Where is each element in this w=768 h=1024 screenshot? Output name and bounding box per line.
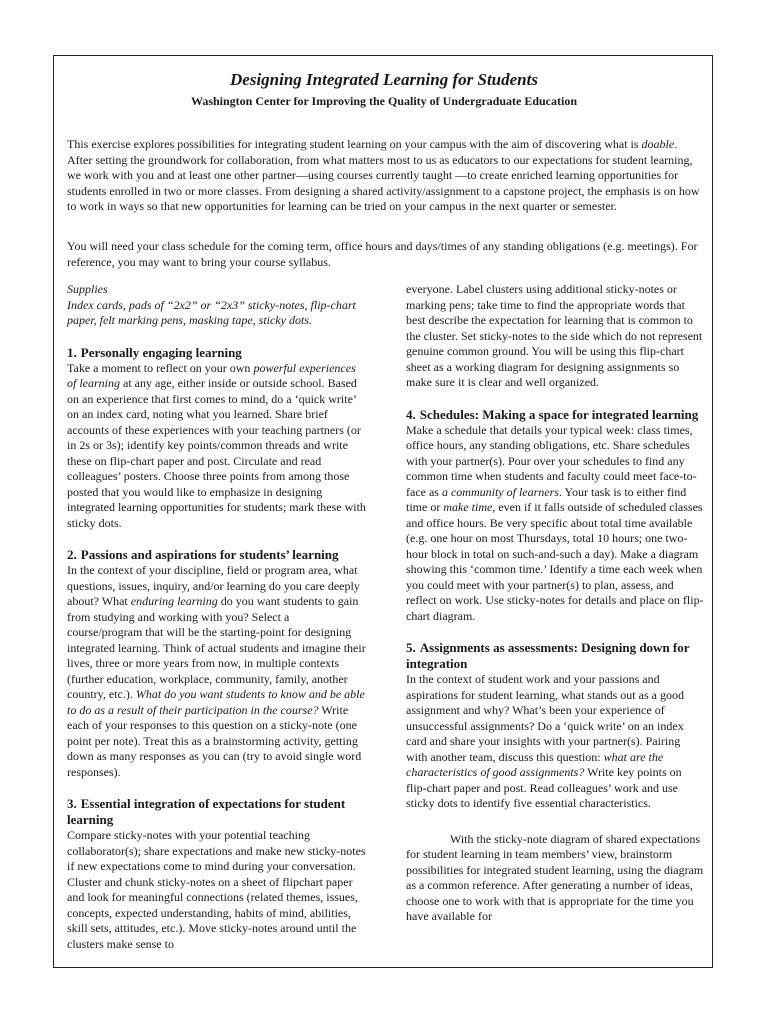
section-2-heading: 2. Passions and aspirations for students’ learning xyxy=(67,547,339,562)
intro-paragraph-1: This exercise explores possibilities for integrating student learning on your campus with the aim of discovering what is doable. After setting the groundwork for collaboration, from what matters most to us as educators to our expectations for student learning, we work with you and at least one other partner—using courses currently taught —to create enriched learning opportunities for students enrolled in two or more classes. From designing a shared activity/assignment to a capstone project, the emphasis is on how to work in ways so that new opportunities for learning can be tried on your campus in the next quarter or semester. xyxy=(67,137,700,213)
section-3-heading: 3. Essential integration of expectations for student learning xyxy=(67,796,346,827)
section-4-heading: 4. Schedules: Making a space for integrated learning xyxy=(406,406,699,422)
supplies-text: Index cards, pads of “2x2” or “2x3” sticky-notes, flip-chart paper, felt marking pens, masking tape, sticky dots. xyxy=(67,297,356,327)
section-3-body: Compare sticky-notes with your potential teaching collaborator(s); share expectations and make new sticky-notes if new expectations come to mind during your conversation. Cluster and chunk sticky-notes on a sheet of flipchart paper and look for meaningful connections (related themes, issues, concepts, expected understanding, habits of mind, abilities, skill sets, attitudes, etc.). Move sticky-notes around until the clusters make sense to xyxy=(67,828,366,951)
document-title: Designing Integrated Learning for Students xyxy=(230,70,538,89)
section-3-continued xyxy=(406,282,704,391)
section-3-body-continued: everyone. Label clusters using additional sticky-notes or marking pens; take time to find the appropriate words that best describe the expectation for learning that is common to the cluster. Set sticky-notes to the side which do not represent genuine common ground. You will be using this flip-chart sheet as a working diagram for designing assignments so make sure it is clear and well organized. xyxy=(406,282,703,389)
section-2-body: In the context of your discipline, field or program area, what questions, issues, inquiry, and/or learning do you care deeply about? What enduring learning do you want students to gain from studying and working with you? Select a course/program that will be the starting-point for designing integrated learning. Think of actual students and imagine their lives, three or more years from now, in multiple contexts (further education, workplace, community, family, another country, etc.). What do you want students to know and be able to do as a result of their participation in the course? Write each of your responses to this question on a sticky-note (one point per note). Treat this as a brainstorming activity, getting down as many responses as you can (try to avoid single word responses). xyxy=(67,563,366,779)
section-5 xyxy=(406,640,704,925)
section-1-heading: 1. Personally engaging learning xyxy=(67,344,242,360)
section-5-heading: 5. Assignments as assessments: Designing down for integration xyxy=(406,640,690,671)
section-1-body: Take a moment to reflect on your own powerful experiences of learning at any age, either inside or outside school. Based on an experience that first comes to mind, do a ‘quick write’ on an index card, noting what you learned. Share brief accounts of these experiences with your teaching partners (or in 2s or 3s); identify key points/common threads and write these on flip-chart paper and post. Circulate and read colleagues’ posters. Choose three points from among those posted that you would like to emphasize in designing integrated learning opportunities for students; mark these with sticky dots. xyxy=(67,360,366,530)
document-subtitle: Washington Center for Improving the Quality of Undergraduate Education xyxy=(190,94,578,108)
supplies-block xyxy=(67,282,367,329)
section-5-body-2: With the sticky-note diagram of shared expectations for student learning in team members’ view, brainstorm possibilities for integrated student learning, using the diagram as a common reference. After generating a number of ideas, choose one to work with that is appropriate for the time you have available for xyxy=(406,831,704,923)
section-4-body: Make a schedule that details your typical week: class times, office hours, any standing obligations, etc. Share schedules with your partner(s). Pour over your schedules to find any common time when students and faculty could meet face-to-face as a community of learners. Your task is to either find time or make time, even if it falls outside of scheduled classes and office hours. Be very specific about total time available (e.g. one hour on most Thursdays, total 10 hours; one two-hour block in total on such-and-such a day). Make a diagram showing this ‘common time.’ Identify a time each week when you could meet with your partner(s) to plan, assess, and reflect on work. Use sticky-notes for details and place on flip-chart diagram. xyxy=(406,422,704,623)
right-column xyxy=(406,282,704,941)
left-column xyxy=(67,282,367,968)
section-5-body: In the context of student work and your passions and aspirations for student learning, what stands out as a good assignment and why? What’s been your experience of unsuccessful assignments? Do a ‘quick write’ on an index card and share your insights with your partner(s). Pairing with another team, discuss this question: what are the characteristics of good assignments? Write key points on flip-chart paper and post. Read colleagues’ work and use sticky dots to identify five essential characteristics. xyxy=(406,672,684,810)
intro-paragraph-2: You will need your class schedule for the coming term, office hours and days/times of any standing obligations (e.g. meetings). For reference, you may want to bring your course syllabus. xyxy=(67,239,698,269)
section-1 xyxy=(67,345,367,532)
section-4 xyxy=(406,407,704,625)
section-3 xyxy=(67,796,367,952)
supplies-label: Supplies xyxy=(67,282,108,296)
section-2 xyxy=(67,547,367,780)
paragraph-gap xyxy=(406,812,704,832)
